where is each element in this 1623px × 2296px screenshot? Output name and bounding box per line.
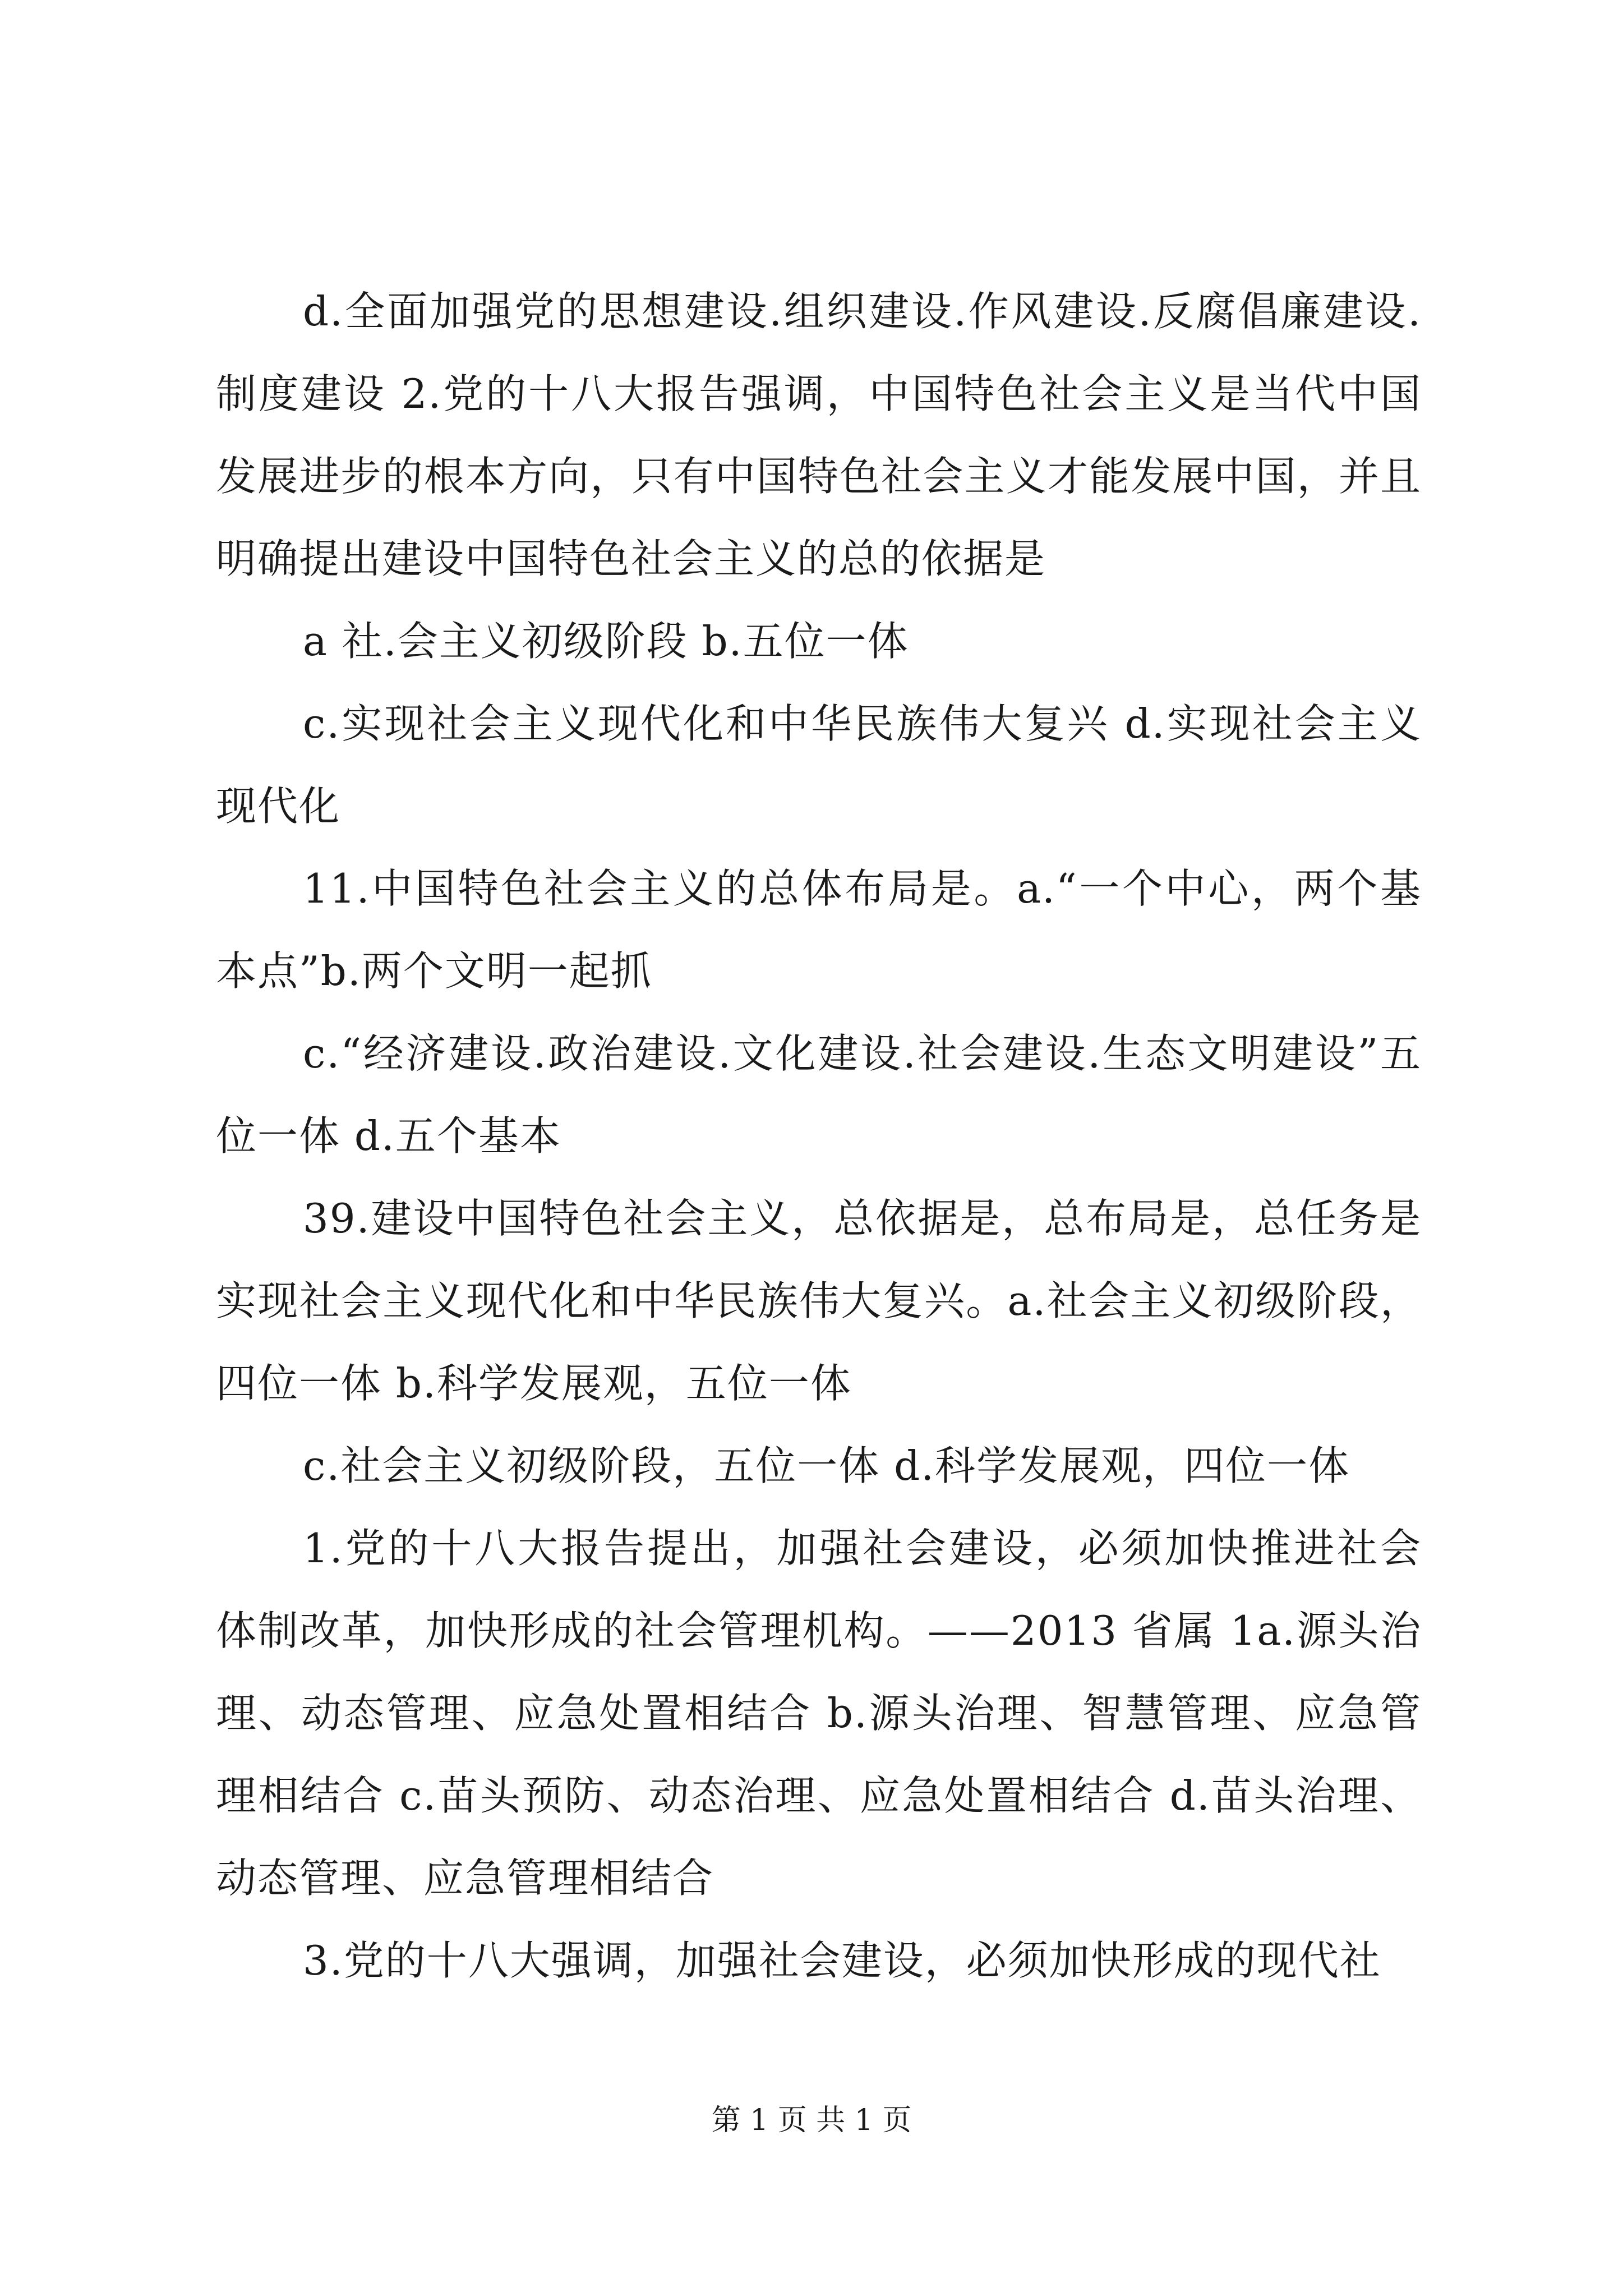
paragraph-8: 1.党的十八大报告提出，加强社会建设，必须加快推进社会体制改革，加快形成的社会管理机构。——2013 省属 1a.源头治理、动态管理、应急处置相结合 b.源头治理、智慧管理、应急管理相结合 c.苗头预防、动态治理、应急处置相结合 d.苗头治理、动态管理、应急管理相结合 <box>216 1525 1422 1902</box>
page-footer: 第 1 页 共 1 页 <box>711 2104 912 2137</box>
paragraph-3: c.实现社会主义现代化和中华民族伟大复兴 d.实现社会主义现代化 <box>216 700 1422 830</box>
paragraph-5: c.“经济建设.政治建设.文化建设.社会建设.生态文明建设”五位一体 d.五个基本 <box>216 1030 1422 1159</box>
paragraph-4: 11.中国特色社会主义的总体布局是。a.“一个中心，两个基本点”b.两个文明一起抓 <box>216 865 1422 995</box>
paragraph-2: a 社.会主义初级阶段 b.五位一体 <box>303 618 909 665</box>
paragraph-1: d.全面加强党的思想建设.组织建设.作风建设.反腐倡廉建设.制度建设 2.党的十八大报告强调，中国特色社会主义是当代中国发展进步的根本方向，只有中国特色社会主义才能发展中国，并且明确提出建设中国特色社会主义的总的依据是 <box>216 288 1422 582</box>
document-body <box>216 270 1422 2002</box>
paragraph-9: 3.党的十八大强调，加强社会建设，必须加快形成的现代社 <box>303 1937 1381 1984</box>
paragraph-7: c.社会主义初级阶段，五位一体 d.科学发展观，四位一体 <box>303 1442 1350 1489</box>
paragraph-6: 39.建设中国特色社会主义，总依据是，总布局是，总任务是实现社会主义现代化和中华民族伟大复兴。a.社会主义初级阶段，四位一体 b.科学发展观，五位一体 <box>216 1195 1422 1407</box>
